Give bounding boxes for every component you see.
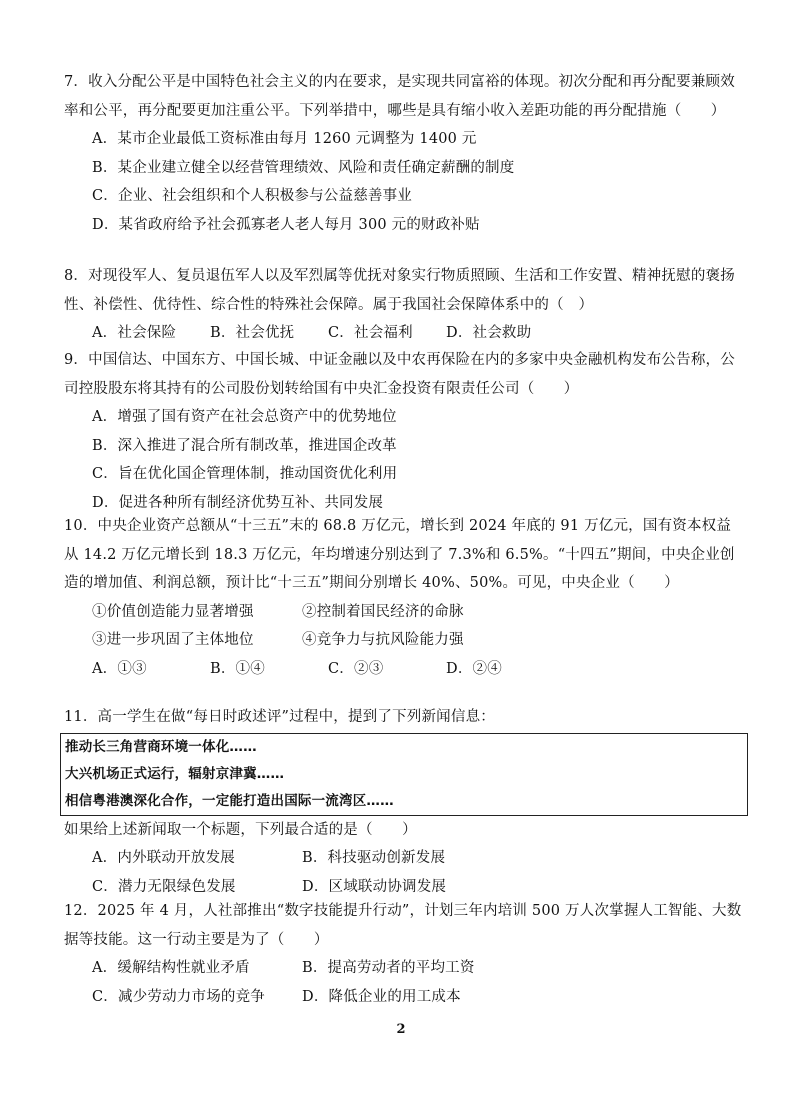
question-10-option-b: B．①④ bbox=[210, 660, 265, 677]
question-12-option-c: C．减少劳动力市场的竞争 bbox=[92, 988, 265, 1005]
question-12 bbox=[64, 897, 744, 1011]
question-11-option-b: B．科技驱动创新发展 bbox=[302, 850, 446, 866]
news-item: 推动长三角营商环境一体化…… bbox=[65, 738, 257, 755]
question-11-option-d: D．区域联动协调发展 bbox=[302, 878, 447, 895]
page-number: 2 bbox=[396, 1022, 406, 1037]
question-10-option-d: D．②④ bbox=[446, 660, 502, 677]
question-10-stem: 10．中央企业资产总额从“十三五”末的 68.8 万亿元，增长到 2024 年底的 91 万亿元，国有资本权益从 14.2 万亿元增长到 18.3 万亿元，年均增速分别达到了 7.3%和 6.5%。“十四五”期间，中央企业创造的增加值、利润总额，预计比“十三五”期间分别增长 40%、50%。可见，中央企业（ ） bbox=[64, 518, 735, 591]
question-7-option-a: A．某市企业最低工资标准由每月 1260 元调整为 1400 元 bbox=[92, 131, 477, 147]
question-12-option-a: A．缓解结构性就业矛盾 bbox=[92, 960, 250, 976]
question-12-option-b: B．提高劳动者的平均工资 bbox=[302, 960, 475, 976]
question-12-options bbox=[64, 954, 744, 1011]
question-8-stem: 8．对现役军人、复员退伍军人以及军烈属等优抚对象实行物质照顾、生活和工作安置、精神抚慰的褒扬性、补偿性、优待性、综合性的特殊社会保障。属于我国社会保障体系中的（ ） bbox=[64, 268, 735, 313]
question-11-option-c: C．潜力无限绿色发展 bbox=[92, 878, 236, 895]
news-item: 大兴机场正式运行，辐射京津冀…… bbox=[65, 765, 285, 782]
question-9-option-a: A．增强了国有资产在社会总资产中的优势地位 bbox=[92, 409, 397, 425]
question-11 bbox=[64, 703, 744, 901]
question-8-option-a: A．社会保险 bbox=[92, 325, 177, 341]
news-item: 相信粤港澳深化合作，一定能打造出国际一流湾区…… bbox=[65, 792, 394, 809]
question-7-option-c: C．企业、社会组织和个人积极参与公益慈善事业 bbox=[92, 188, 412, 204]
question-11-options bbox=[64, 844, 744, 901]
question-8-option-d: D．社会救助 bbox=[446, 325, 532, 341]
question-11-stem: 11．高一学生在做“每日时政述评”过程中，提到了下列新闻信息： bbox=[64, 709, 495, 725]
question-7 bbox=[64, 68, 744, 239]
question-9-option-c: C．旨在优化国企管理体制，推动国资优化利用 bbox=[92, 466, 398, 482]
question-8-option-c: C．社会福利 bbox=[328, 325, 413, 341]
question-10-option-c: C．②③ bbox=[328, 660, 384, 677]
question-10-statements bbox=[64, 598, 744, 655]
question-10-statement-3: ③进一步巩固了主体地位 bbox=[92, 632, 254, 648]
news-box bbox=[60, 733, 748, 816]
question-10-options bbox=[64, 655, 744, 684]
question-9-stem: 9．中国信达、中国东方、中国长城、中证金融以及中农再保险在内的多家中央金融机构发布公告称，公司控股股东将其持有的公司股份划转给国有中央汇金投资有限责任公司（ ） bbox=[64, 352, 735, 397]
question-7-option-d: D．某省政府给予社会孤寡老人老人每月 300 元的财政补贴 bbox=[92, 216, 480, 233]
question-12-option-d: D．降低企业的用工成本 bbox=[302, 988, 461, 1005]
question-11-option-a: A．内外联动开放发展 bbox=[92, 850, 235, 866]
question-10-option-a: A．①③ bbox=[92, 660, 147, 677]
question-12-stem: 12．2025 年 4 月，人社部推出“数字技能提升行动”，计划三年内培训 500 万人次掌握人工智能、大数据等技能。这一行动主要是为了（ ） bbox=[64, 903, 742, 948]
question-8 bbox=[64, 262, 744, 348]
question-10 bbox=[64, 512, 744, 683]
question-10-statement-1: ①价值创造能力显著增强 bbox=[92, 603, 254, 620]
question-9-option-d: D．促进各种所有制经济优势互补、共同发展 bbox=[92, 494, 384, 511]
question-7-stem: 7．收入分配公平是中国特色社会主义的内在要求，是实现共同富裕的体现。初次分配和再分配要兼顾效率和公平，再分配要更加注重公平。下列举措中，哪些是具有缩小收入差距功能的再分配措施（ ） bbox=[64, 74, 735, 119]
question-10-statement-2: ②控制着国民经济的命脉 bbox=[302, 603, 464, 620]
question-10-statement-4: ④竞争力与抗风险能力强 bbox=[302, 632, 464, 648]
question-8-option-b: B．社会优抚 bbox=[210, 325, 295, 341]
question-11-question: 如果给上述新闻取一个标题，下列最合适的是（ ） bbox=[64, 821, 417, 838]
question-8-options bbox=[64, 319, 744, 348]
question-9 bbox=[64, 346, 744, 517]
question-9-option-b: B．深入推进了混合所有制改革，推进国企改革 bbox=[92, 437, 397, 454]
question-7-option-b: B．某企业建立健全以经营管理绩效、风险和责任确定薪酬的制度 bbox=[92, 159, 515, 176]
